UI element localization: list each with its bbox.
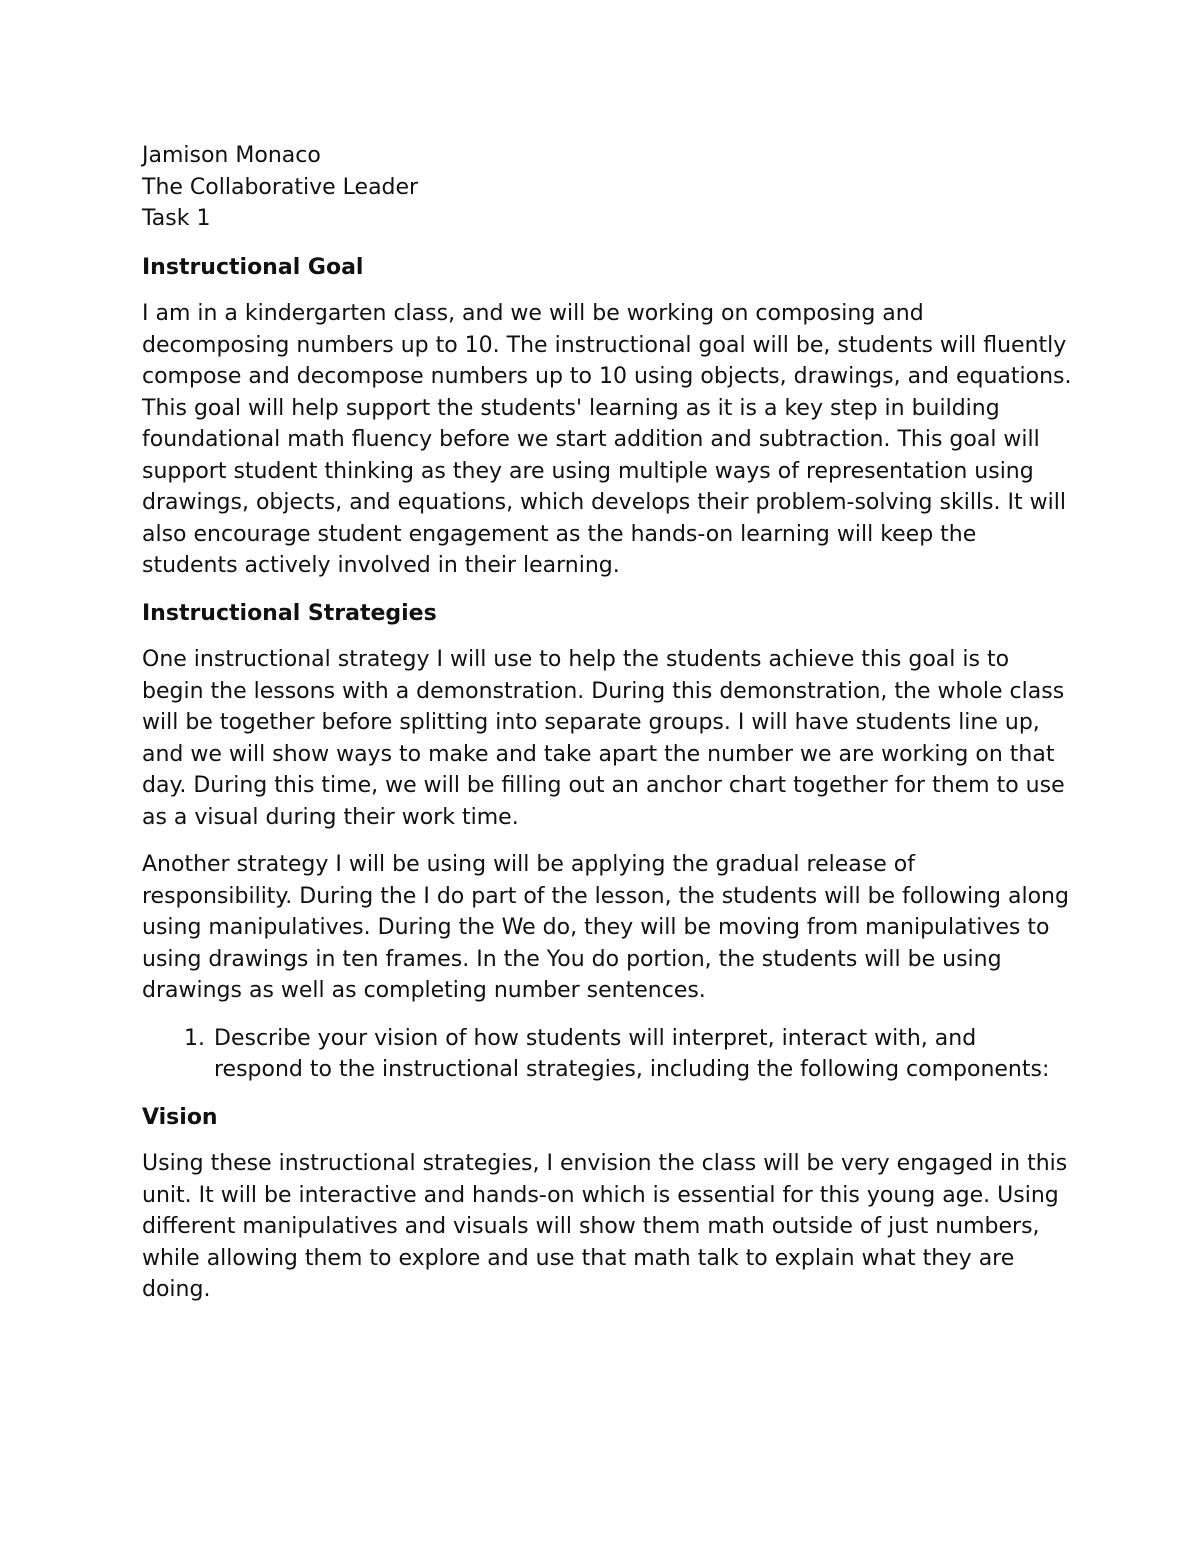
vision-paragraph: Using these instructional strategies, I envision the class will be very engaged in this unit. It will be interactive and hands-on which is essential for this young age. Using different manipulatives and visuals will show them math outside of just numbers, while allowing them to explore and use that math talk to explain what they are doing.: [142, 1151, 1068, 1302]
task-label: Task 1: [142, 206, 211, 231]
vision-heading: Vision: [142, 1104, 218, 1130]
strategies-paragraph-2: Another strategy I will be using will be applying the gradual release of responsibility. During the I do part of the lesson, the students will be following along using manipulatives. During the We do, they will be moving from manipulatives to using drawings in ten frames. In the You do portion, the students will be using drawings as well as completing number sentences.: [142, 852, 1069, 1003]
instructional-goal-paragraph: I am in a kindergarten class, and we will be working on composing and decomposing numbers up to 10. The instructional goal will be, students will fluently compose and decompose numbers up to 10 using objects, drawings, and equations. This goal will help support the students' learning as it is a key step in building foundational math fluency before we start addition and subtraction. This goal will support student thinking as they are using multiple ways of representation using drawings, objects, and equations, which develops their problem-solving skills. It will also encourage student engagement as the hands-on learning will keep the students actively involved in their learning.: [142, 301, 1072, 578]
author-name: Jamison Monaco: [142, 143, 321, 168]
instructional-strategies-heading: Instructional Strategies: [142, 600, 437, 626]
numbered-list: [142, 1023, 1072, 1086]
list-item: 1. Describe your vision of how students will interpret, interact with, and respond to the instructional strategies, including the following components:: [212, 1023, 1072, 1086]
document-page: [142, 140, 1072, 1306]
course-title: The Collaborative Leader: [142, 174, 419, 200]
instructional-goal-heading: Instructional Goal: [142, 254, 364, 280]
document-header: [142, 140, 1072, 235]
strategies-paragraph-1: One instructional strategy I will use to help the students achieve this goal is to begin the lessons with a demonstration. During this demonstration, the whole class will be together before splitting into separate groups. I will have students line up, and we will show ways to make and take apart the number we are working on that day. During this time, we will be filling out an anchor chart together for them to use as a visual during their work time.: [142, 647, 1065, 830]
